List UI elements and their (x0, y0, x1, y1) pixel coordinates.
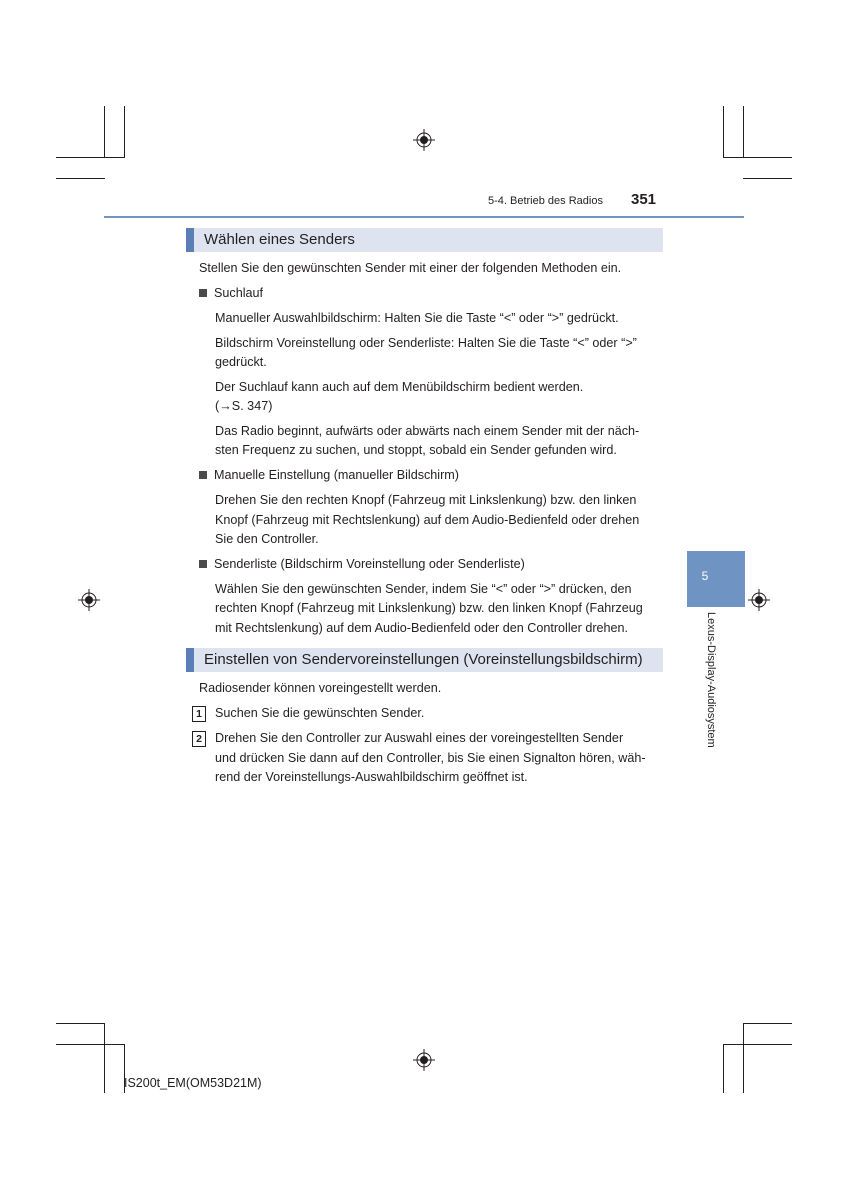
crop-mark (104, 106, 105, 158)
registration-mark-icon (78, 589, 100, 611)
crop-mark (743, 178, 792, 179)
section-heading-bar (186, 228, 663, 252)
chapter-tab (687, 551, 745, 607)
crop-mark (743, 1023, 792, 1024)
body-line: Sie den Controller. (215, 532, 319, 546)
crop-mark (56, 178, 105, 179)
step-number-badge: 1 (192, 706, 206, 722)
page-number: 351 (631, 191, 657, 208)
section-intro: Radiosender können voreingestellt werden. (199, 681, 442, 695)
body-line: Drehen Sie den rechten Knopf (Fahrzeug mit Linkslenkung) bzw. den linken (215, 493, 637, 507)
square-bullet-icon (199, 471, 207, 479)
subheading (199, 465, 459, 485)
registration-mark-icon (413, 1049, 435, 1071)
subheading (199, 554, 525, 574)
square-bullet-icon (199, 289, 207, 297)
step-text: Drehen Sie den Controller zur Auswahl eines der voreingestellten Sender (215, 731, 624, 745)
body-line: Wählen Sie den gewünschten Sender, indem Sie “<” oder “>” drücken, den (215, 582, 632, 596)
body-line: Manueller Auswahlbildschirm: Halten Sie die Taste “<” oder “>” gedrückt. (215, 311, 619, 325)
crop-mark (56, 1023, 105, 1024)
section-title: Wählen eines Senders (204, 231, 355, 248)
registration-mark-icon (748, 589, 770, 611)
body-line: mit Rechtslenkung) auf dem Audio-Bedienfeld oder den Controller drehen. (215, 621, 629, 635)
step-text: und drücken Sie dann auf den Controller, bis Sie einen Signalton hören, wäh- (215, 751, 646, 765)
section-heading-bar (186, 648, 663, 672)
chapter-label: Lexus-Display-Audiosystem (705, 612, 717, 748)
body-line: Bildschirm Voreinstellung oder Senderliste: Halten Sie die Taste “<” oder “>” (215, 336, 637, 350)
registration-mark-icon (413, 129, 435, 151)
section-title: Einstellen von Sendervoreinstellungen (Voreinstellungsbildschirm) (204, 651, 643, 668)
body-line: rechten Knopf (Fahrzeug mit Linkslenkung) bzw. den linken Knopf (Fahrzeug (215, 601, 643, 615)
subheading-label: Senderliste (Bildschirm Voreinstellung oder Senderliste) (214, 557, 525, 571)
header-rule (104, 216, 744, 218)
subheading-label: Suchlauf (214, 286, 264, 300)
page-reference-link[interactable]: (→S. 347) (215, 399, 273, 413)
chapter-number: 5 (701, 569, 709, 583)
body-line: gedrückt. (215, 355, 267, 369)
body-line: Knopf (Fahrzeug mit Rechtslenkung) auf dem Audio-Bedienfeld oder drehen (215, 513, 640, 527)
body-line: sten Frequenz zu suchen, und stoppt, sobald ein Sender gefunden wird. (215, 443, 617, 457)
crop-mark (723, 157, 792, 158)
subheading (199, 283, 263, 303)
body-line: Das Radio beginnt, aufwärts oder abwärts nach einem Sender mit der näch- (215, 424, 640, 438)
step-text: Suchen Sie die gewünschten Sender. (215, 706, 425, 720)
crop-mark (743, 106, 744, 158)
step-text: rend der Voreinstellungs-Auswahlbildschirm geöffnet ist. (215, 770, 528, 784)
body-line: Der Suchlauf kann auch auf dem Menübildschirm bedient werden. (215, 380, 584, 394)
step-number-badge: 2 (192, 731, 206, 747)
running-header-section: 5-4. Betrieb des Radios (488, 195, 603, 207)
subheading-label: Manuelle Einstellung (manueller Bildschirm) (214, 468, 459, 482)
crop-mark (124, 106, 125, 158)
crop-mark (723, 1044, 792, 1045)
crop-mark (723, 106, 724, 158)
crop-mark (743, 1023, 744, 1093)
document-code: IS200t_EM(OM53D21M) (124, 1076, 262, 1090)
square-bullet-icon (199, 560, 207, 568)
crop-mark (104, 1023, 105, 1093)
section-intro: Stellen Sie den gewünschten Sender mit einer der folgenden Methoden ein. (199, 261, 622, 275)
crop-mark (723, 1044, 724, 1093)
crop-mark (56, 157, 125, 158)
crop-mark (56, 1044, 125, 1045)
